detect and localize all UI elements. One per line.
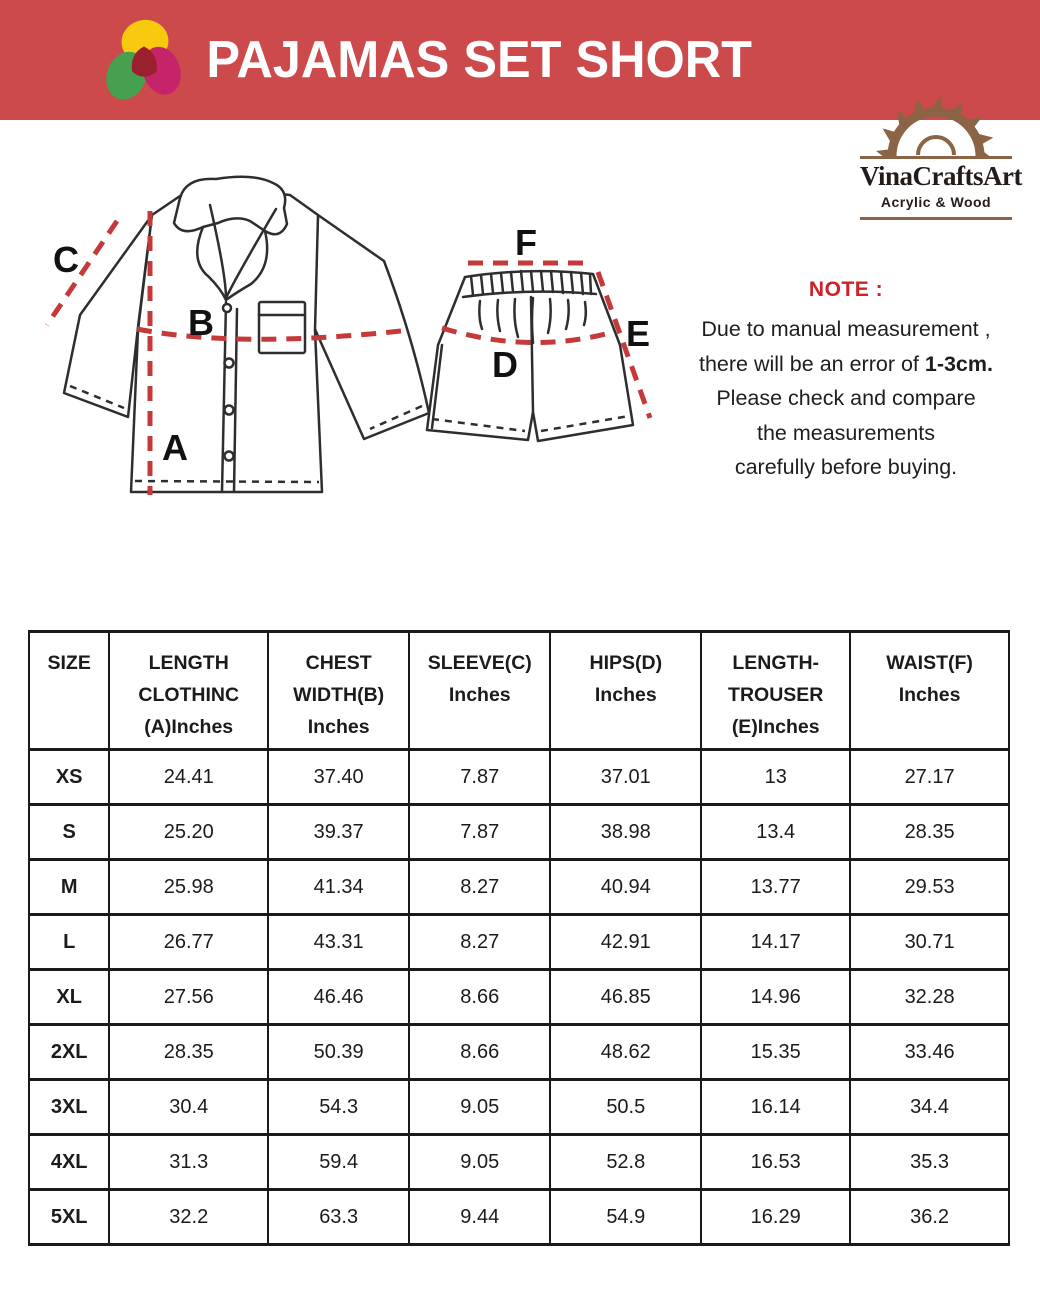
brand-rule-bottom [860, 217, 1012, 220]
value-cell: 36.2 [850, 1190, 1009, 1245]
table-row [29, 1135, 1009, 1190]
size-label: 3XL [29, 1080, 109, 1135]
brand-badge [860, 82, 1022, 220]
value-cell: 33.46 [850, 1025, 1009, 1080]
measure-label-a: A [162, 427, 188, 468]
note-line-2-bold: 1-3cm. [924, 351, 993, 376]
size-label: XL [29, 970, 109, 1025]
value-cell: 46.46 [268, 970, 409, 1025]
note-line-5: carefully before buying. [734, 455, 958, 479]
table-row [29, 915, 1009, 970]
value-cell: 13.4 [701, 805, 850, 860]
value-cell: 32.2 [109, 1190, 268, 1245]
table-row [29, 1080, 1009, 1135]
value-cell: 34.4 [850, 1080, 1009, 1135]
value-cell: 28.35 [109, 1025, 268, 1080]
table-header-row [29, 632, 1009, 750]
value-cell: 31.3 [109, 1135, 268, 1190]
size-label: S [29, 805, 109, 860]
size-label: 2XL [29, 1025, 109, 1080]
value-cell: 16.53 [701, 1135, 850, 1190]
col-header-size: SIZE [29, 632, 109, 750]
value-cell: 38.98 [550, 805, 701, 860]
col-header-length-clothing: LENGTH CLOTHINC (A)Inches [109, 632, 268, 750]
value-cell: 43.31 [268, 915, 409, 970]
value-cell: 50.39 [268, 1025, 409, 1080]
value-cell: 37.01 [550, 750, 701, 805]
note-line-3: Please check and compare [716, 386, 976, 410]
size-table [28, 630, 1010, 1246]
value-cell: 48.62 [550, 1025, 701, 1080]
value-cell: 25.98 [109, 860, 268, 915]
value-cell: 16.29 [701, 1190, 850, 1245]
measure-label-f: F [515, 225, 537, 263]
table-row [29, 860, 1009, 915]
value-cell: 8.66 [409, 1025, 550, 1080]
measure-label-d: D [492, 344, 518, 385]
table-row [29, 750, 1009, 805]
size-label: L [29, 915, 109, 970]
value-cell: 52.8 [550, 1135, 701, 1190]
value-cell: 24.41 [109, 750, 268, 805]
col-header-sleeve: SLEEVE(C) Inches [409, 632, 550, 750]
brand-name: VinaCraftsArt [860, 161, 1022, 191]
value-cell: 32.28 [850, 970, 1009, 1025]
note-block [650, 278, 1040, 485]
col-header-waist: WAIST(F) Inches [850, 632, 1009, 750]
value-cell: 41.34 [268, 860, 409, 915]
value-cell: 54.9 [550, 1190, 701, 1245]
col-header-chest-width: CHEST WIDTH(B) Inches [268, 632, 409, 750]
saw-blade-icon [860, 82, 1012, 156]
value-cell: 25.20 [109, 805, 268, 860]
value-cell: 15.35 [701, 1025, 850, 1080]
value-cell: 13 [701, 750, 850, 805]
value-cell: 14.17 [701, 915, 850, 970]
value-cell: 8.27 [409, 860, 550, 915]
note-line-2 [650, 347, 1040, 382]
value-cell: 37.40 [268, 750, 409, 805]
shorts-diagram [420, 225, 660, 455]
note-line-1: Due to manual measurement , [701, 317, 991, 341]
size-label: M [29, 860, 109, 915]
value-cell: 39.37 [268, 805, 409, 860]
value-cell: 9.05 [409, 1135, 550, 1190]
value-cell: 9.44 [409, 1190, 550, 1245]
value-cell: 28.35 [850, 805, 1009, 860]
note-heading: NOTE : [808, 278, 884, 301]
value-cell: 7.87 [409, 805, 550, 860]
note-line-2-text: there will be an error of [699, 351, 925, 376]
value-cell: 27.56 [109, 970, 268, 1025]
value-cell: 29.53 [850, 860, 1009, 915]
measure-label-b: B [188, 302, 214, 343]
brand-petals-icon [100, 17, 188, 107]
value-cell: 16.14 [701, 1080, 850, 1135]
value-cell: 8.27 [409, 915, 550, 970]
table-row [29, 1025, 1009, 1080]
size-label: 5XL [29, 1190, 109, 1245]
table-row [29, 1190, 1009, 1245]
size-label: XS [29, 750, 109, 805]
value-cell: 9.05 [409, 1080, 550, 1135]
value-cell: 27.17 [850, 750, 1009, 805]
value-cell: 35.3 [850, 1135, 1009, 1190]
value-cell: 40.94 [550, 860, 701, 915]
value-cell: 7.87 [409, 750, 550, 805]
col-header-hips: HIPS(D) Inches [550, 632, 701, 750]
measure-label-c: C [53, 239, 79, 280]
value-cell: 14.96 [701, 970, 850, 1025]
value-cell: 54.3 [268, 1080, 409, 1135]
value-cell: 30.4 [109, 1080, 268, 1135]
banner-content [0, 0, 860, 120]
col-header-length-trouser: LENGTH- TROUSER (E)Inches [701, 632, 850, 750]
brand-tagline: Acrylic & Wood [880, 194, 992, 210]
page-title: PAJAMAS SET SHORT [206, 31, 752, 89]
value-cell: 59.4 [268, 1135, 409, 1190]
value-cell: 30.71 [850, 915, 1009, 970]
shirt-diagram [40, 165, 440, 505]
table-row [29, 805, 1009, 860]
note-line-4: the measurements [756, 420, 936, 445]
size-label: 4XL [29, 1135, 109, 1190]
value-cell: 50.5 [550, 1080, 701, 1135]
value-cell: 13.77 [701, 860, 850, 915]
value-cell: 26.77 [109, 915, 268, 970]
value-cell: 46.85 [550, 970, 701, 1025]
value-cell: 8.66 [409, 970, 550, 1025]
table-row [29, 970, 1009, 1025]
measure-label-e: E [626, 313, 651, 354]
value-cell: 42.91 [550, 915, 701, 970]
value-cell: 63.3 [268, 1190, 409, 1245]
